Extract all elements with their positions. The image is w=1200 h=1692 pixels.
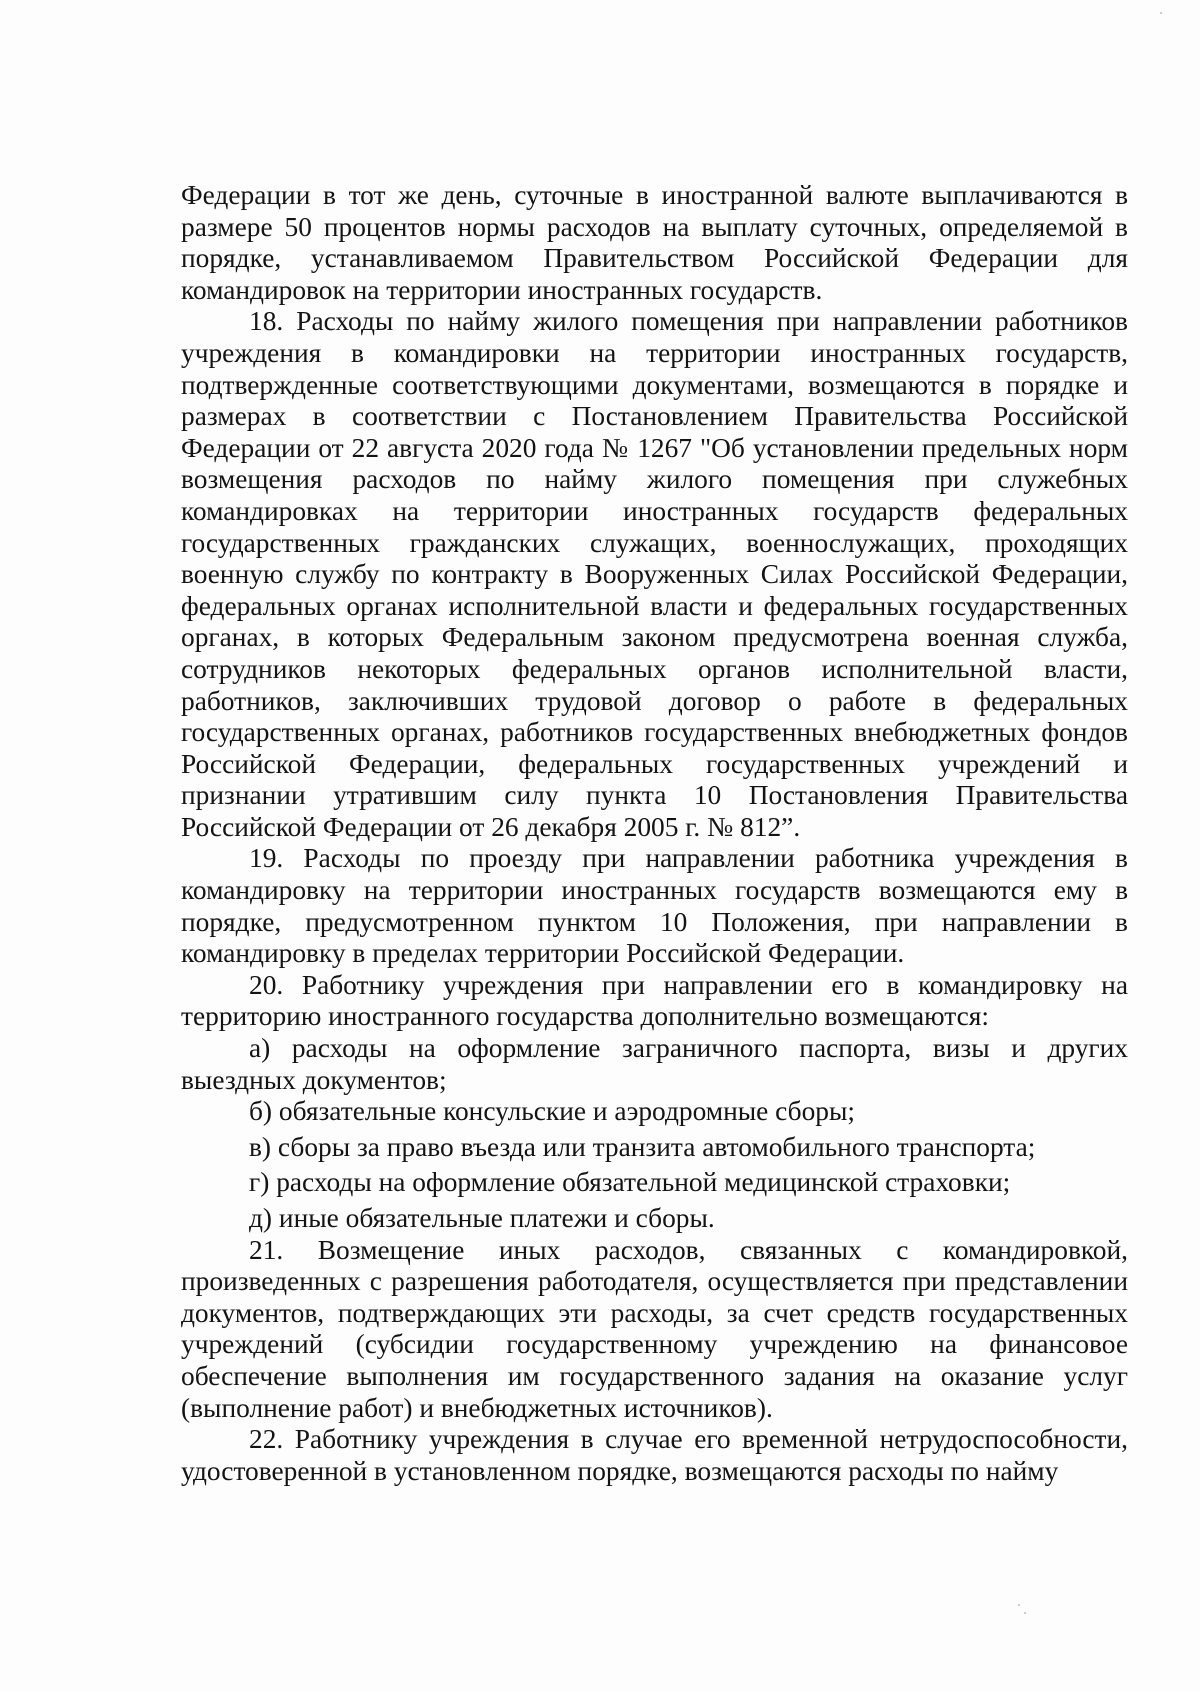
paragraph-continuation: Федерации в тот же день, суточные в иностранной валюте выплачиваются в размере 50 процентов нормы расходов на выплату суточных, определяемой в порядке, устанавливаемом Правительством Российской Федерации для командировок на территории иностранных государств.: [181, 180, 1128, 305]
clause-19: 19. Расходы по проезду при направлении работника учреждения в командировку на территории иностранных государств возмещаются ему в порядке, предусмотренном пунктом 10 Положения, при направлении в командировку в пределах территории Российской Федерации.: [181, 843, 1128, 969]
clause-20-item-v: в) сборы за право въезда или транзита автомобильного транспорта;: [249, 1131, 1036, 1162]
clause-18: 18. Расходы по найму жилого помещения при направлении работников учреждения в командировки на территории иностранных государств, подтвержденные соответствующими документами, возмещаются в порядке и размерах в соответствии с Постановлением Правительства Российской Федерации от 22 августа 2020 года № 1267 "Об установлении предельных норм возмещения расходов по найму жилого помещения при служебных командировках на территории иностранных государств федеральных государственных гражданских служащих, военнослужащих, проходящих военную службу по контракту в Вооруженных Силах Российской Федерации, федеральных органах исполнительной власти и федеральных государственных органах, в которых Федеральным законом предусмотрена военная служба, сотрудников некоторых федеральных органов исполнительной власти, работников, заключивших трудовой договор о работе в федеральных государственных органах, работников государственных внебюджетных фондов Российской Федерации, федеральных государственных учреждений и признании утратившим силу пункта 10 Постановления Правительства Российской Федерации от 26 декабря 2005 г. № 812”.: [181, 306, 1128, 842]
scan-speck: [1160, 12, 1162, 14]
scan-speck: [1024, 1612, 1026, 1614]
clause-20-item-b: б) обязательные консульские и аэродромные сборы;: [249, 1096, 855, 1127]
document-body: [181, 180, 1128, 1487]
clause-20: 20. Работнику учреждения при направлении его в командировку на территорию иностранного государства дополнительно возмещаются:: [181, 969, 1128, 1032]
clause-21: 21. Возмещение иных расходов, связанных с командировкой, произведенных с разрешения работодателя, осуществляется при представлении документов, подтверждающих эти расходы, за счет средств государственных учреждений (субсидии государственному учреждению на финансовое обеспечение выполнения им государственного задания на оказание услуг (выполнение работ) и внебюджетных источников).: [181, 1234, 1128, 1423]
clause-20-item-d: д) иные обязательные платежи и сборы.: [249, 1203, 715, 1233]
clause-20-item-a: а) расходы на оформление заграничного паспорта, визы и других выездных документов;: [181, 1033, 1128, 1095]
clause-22: 22. Работнику учреждения в случае его временной нетрудоспособности, удостоверенной в установленном порядке, возмещаются расходы по найму: [181, 1424, 1128, 1486]
clause-20-item-g: г) расходы на оформление обязательной медицинской страховки;: [249, 1167, 1011, 1198]
scan-speck: [1018, 1604, 1020, 1606]
